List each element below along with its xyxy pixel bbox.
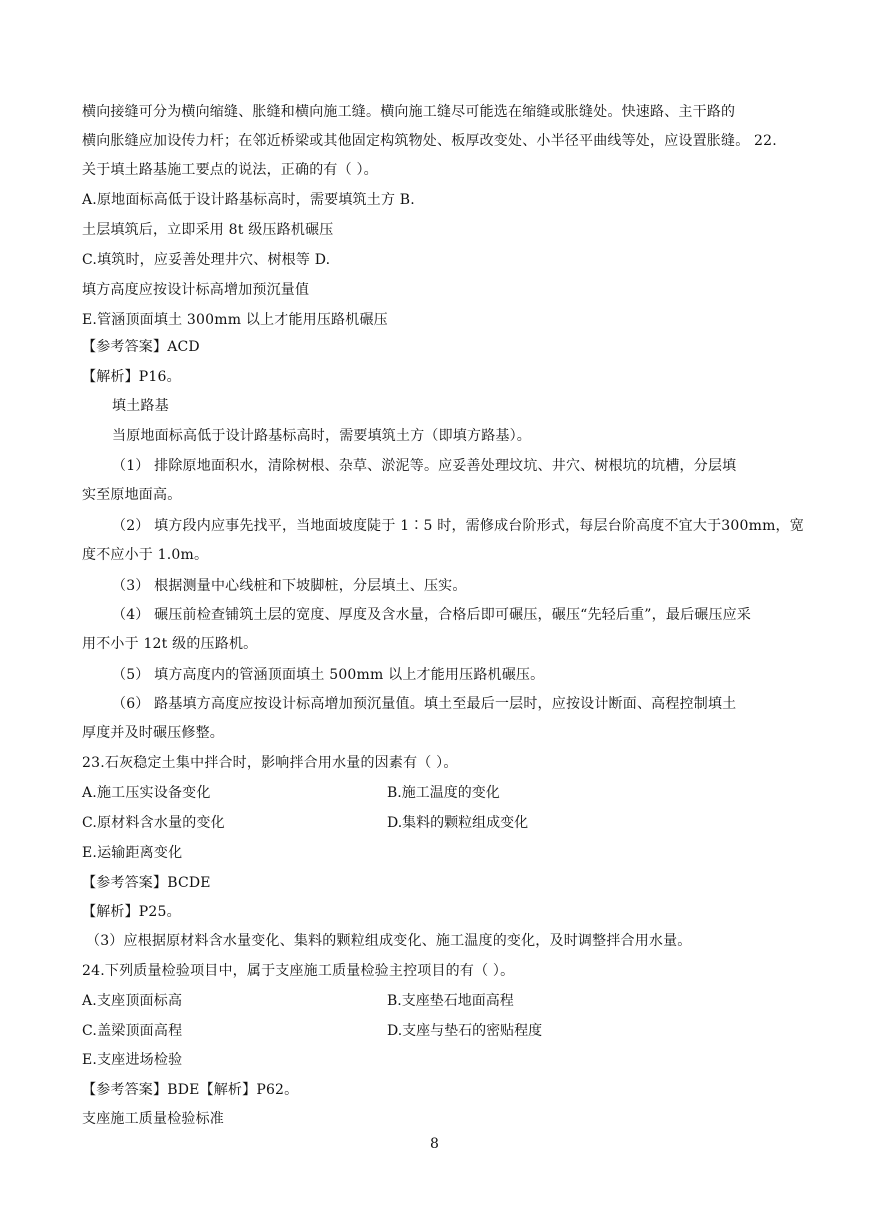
option-a: A.施工压实设备变化 [82, 785, 211, 801]
answer-24: 【参考答案】BDE【解析】P62。 [82, 1082, 299, 1098]
text-line: （6） 路基填方高度应按设计标高增加预沉量值。填土至最后一层时，应按设计断面、高程控制填土 [112, 696, 737, 712]
option-b: 土层填筑后，立即采用 8t 级压路机碾压 [82, 222, 334, 238]
option-a: A.支座顶面标高 [82, 993, 183, 1009]
text-line: 厚度并及时碾压修整。 [82, 725, 224, 741]
analysis-23: 【解析】P25。 [82, 904, 181, 920]
option-d: D.集料的颗粒组成变化 [387, 815, 529, 831]
question-23-stem: 23.石灰稳定土集中拌合时，影响拌合用水量的因素有（ ）。 [82, 755, 458, 771]
text-line: （4） 碾压前检查铺筑土层的宽度、厚度及含水量，合格后即可碾压，碾压“先轻后重”，最后碾压应采 [112, 607, 752, 623]
text-line: （3）应根据原材料含水量变化、集料的颗粒组成变化、施工温度的变化，及时调整拌合用水量。 [86, 933, 692, 949]
text-line: 度不应小于 1.0m。 [82, 547, 209, 563]
option-e: E.支座进场检验 [82, 1052, 183, 1068]
page-number: 8 [430, 1136, 439, 1152]
option-e: E.运输距离变化 [82, 845, 183, 861]
text-line: 当原地面标高低于设计路基标高时，需要填筑土方（即填方路基）。 [112, 428, 531, 444]
text-line: 实至原地面高。 [82, 487, 182, 503]
option-b: B.支座垫石地面高程 [387, 993, 514, 1009]
question-24-stem: 24.下列质量检验项目中，属于支座施工质量检验主控项目的有（ ）。 [82, 963, 515, 979]
option-c: C.填筑时，应妥善处理井穴、树根等 D. [82, 252, 331, 268]
text-line: （5） 填方高度内的管涵顶面填土 500mm 以上才能用压路机碾压。 [112, 667, 545, 683]
answer-23: 【参考答案】BCDE [82, 875, 211, 891]
option-a: A.原地面标高低于设计路基标高时，需要填筑土方 B. [82, 192, 415, 208]
option-c: C.盖梁顶面高程 [82, 1023, 183, 1039]
option-b: B.施工温度的变化 [387, 785, 500, 801]
option-e: E.管涵顶面填土 300mm 以上才能用压路机碾压 [82, 312, 388, 328]
text-line: 横向胀缝应加设传力杆；在邻近桥梁或其他固定构筑物处、板厚改变处、小半径平曲线等处，应设置胀缝。 22. [82, 133, 777, 149]
question-22-stem: 关于填土路基施工要点的说法，正确的有（ ）。 [82, 162, 378, 178]
section-heading: 填土路基 [112, 398, 169, 414]
answer-22: 【参考答案】ACD [82, 339, 200, 355]
text-line: （3） 根据测量中心线桩和下坡脚桩，分层填土、压实。 [112, 578, 467, 594]
option-d: 填方高度应按设计标高增加预沉量值 [82, 282, 310, 298]
text-line: （2） 填方段内应事先找平，当地面坡度陡于 1∶5 时，需修成台阶形式，每层台阶高度不宜大于300mm，宽 [112, 518, 804, 534]
option-c: C.原材料含水量的变化 [82, 815, 225, 831]
text-line: （1） 排除原地面积水，清除树根、杂草、淤泥等。应妥善处理坟坑、井穴、树根坑的坑槽，分层填 [112, 458, 737, 474]
analysis-22: 【解析】P16。 [82, 369, 181, 385]
text-line: 横向接缝可分为横向缩缝、胀缝和横向施工缝。横向施工缝尽可能选在缩缝或胀缝处。快速路、主干路的 [82, 104, 736, 120]
text-line: 用不小于 12t 级的压路机。 [82, 636, 258, 652]
option-d: D.支座与垫石的密贴程度 [387, 1023, 543, 1039]
text-line: 支座施工质量检验标准 [82, 1111, 224, 1127]
